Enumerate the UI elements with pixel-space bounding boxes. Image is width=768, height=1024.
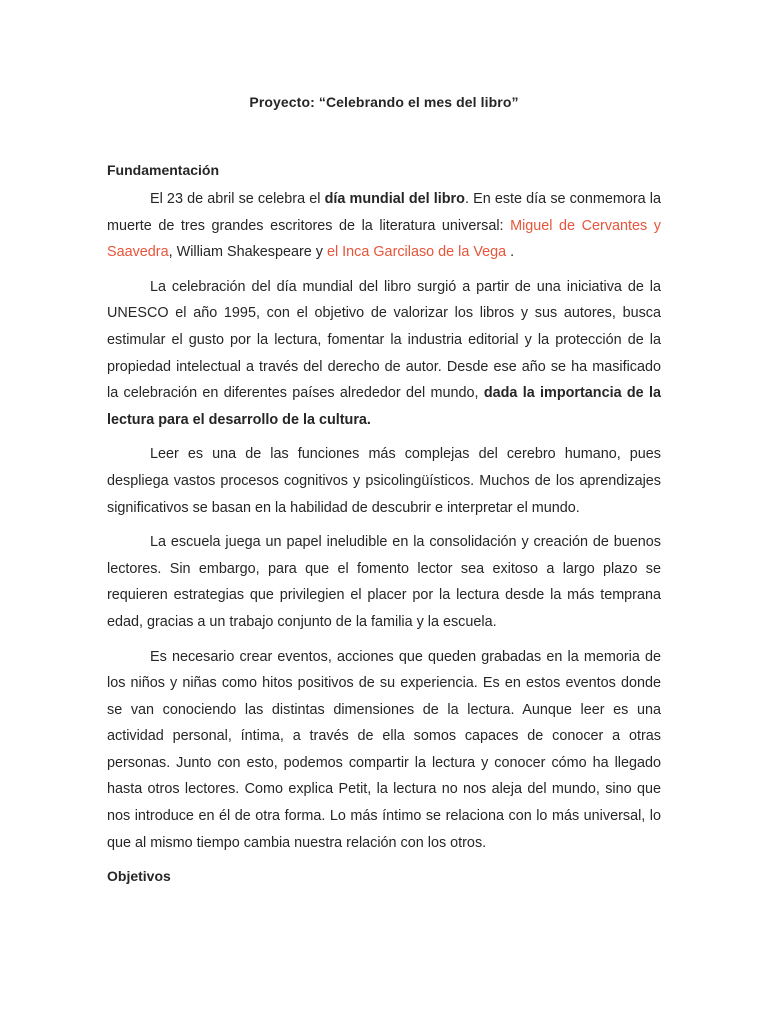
paragraph-1-text-3: , William Shakespeare y [168,244,327,261]
paragraph-5: Es necesario crear eventos, acciones que queden grabadas en la memoria de los niños y niñas como hitos positivos de su experiencia. Es en estos eventos donde se van conociendo las distintas dimensiones de la lectura. Aunque leer es una actividad personal, íntima, a través de ella somos capaces de conocer a otras personas. Junto con esto, podemos compartir la lectura y conocer cómo ha llegado hasta otros lectores. Como explica Petit, la lectura no nos aleja del mundo, sino que nos introduce en él de otra forma. Lo más íntimo se relaciona con lo más universal, lo que al mismo tiempo cambia nuestra relación con los otros. [107,648,661,851]
paragraph-4: La escuela juega un papel ineludible en la consolidación y creación de buenos lectores. Sin embargo, para que el fomento lector sea exitoso a largo plazo se requieren estrategias que privilegien el placer por la lectura desde la más temprana edad, gracias a un trabajo conjunto de la familia y la escuela. [107,534,661,630]
section-heading-objetivos: Objetivos [107,868,171,885]
paragraph-3: Leer es una de las funciones más complejas del cerebro humano, pues despliega vastos procesos cognitivos y psicolingüísticos. Muchos de los aprendizajes significativos se basan en la habilidad de descubrir e interpretar el mundo. [107,446,661,516]
paragraph-1 [107,186,661,266]
paragraph-1-text-1: El 23 de abril se celebra el [150,191,325,207]
paragraph-1-text-2: . En este día se conmemora la muerte de tres grandes escritores de la literatura universal: [107,191,661,234]
document-title: Proyecto: “Celebrando el mes del libro” [249,94,519,110]
paragraph-1-text-4: . [506,244,515,261]
bold-dia-mundial: día mundial del libro [324,191,465,207]
paragraph-2 [107,274,661,434]
link-garcilaso[interactable]: el Inca Garcilaso de la Vega [326,244,507,261]
bold-importancia-lectura: dada la importancia de la lectura para el desarrollo de la cultura. [107,385,661,428]
link-cervantes[interactable]: Miguel de Cervantes y Saavedra [107,217,661,261]
paragraph-2-text-1: La celebración del día mundial del libro surgió a partir de una iniciativa de la UNESCO el año 1995, con el objetivo de valorizar los libros y sus autores, busca estimular el gusto por la lectura, fomentar la industria editorial y la protección de la propiedad intelectual a través del derecho de autor. Desde ese año se ha masificado la celebración en diferentes países alrededor del mundo, [107,278,661,402]
section-heading-fundamentacion: Fundamentación [107,162,220,178]
